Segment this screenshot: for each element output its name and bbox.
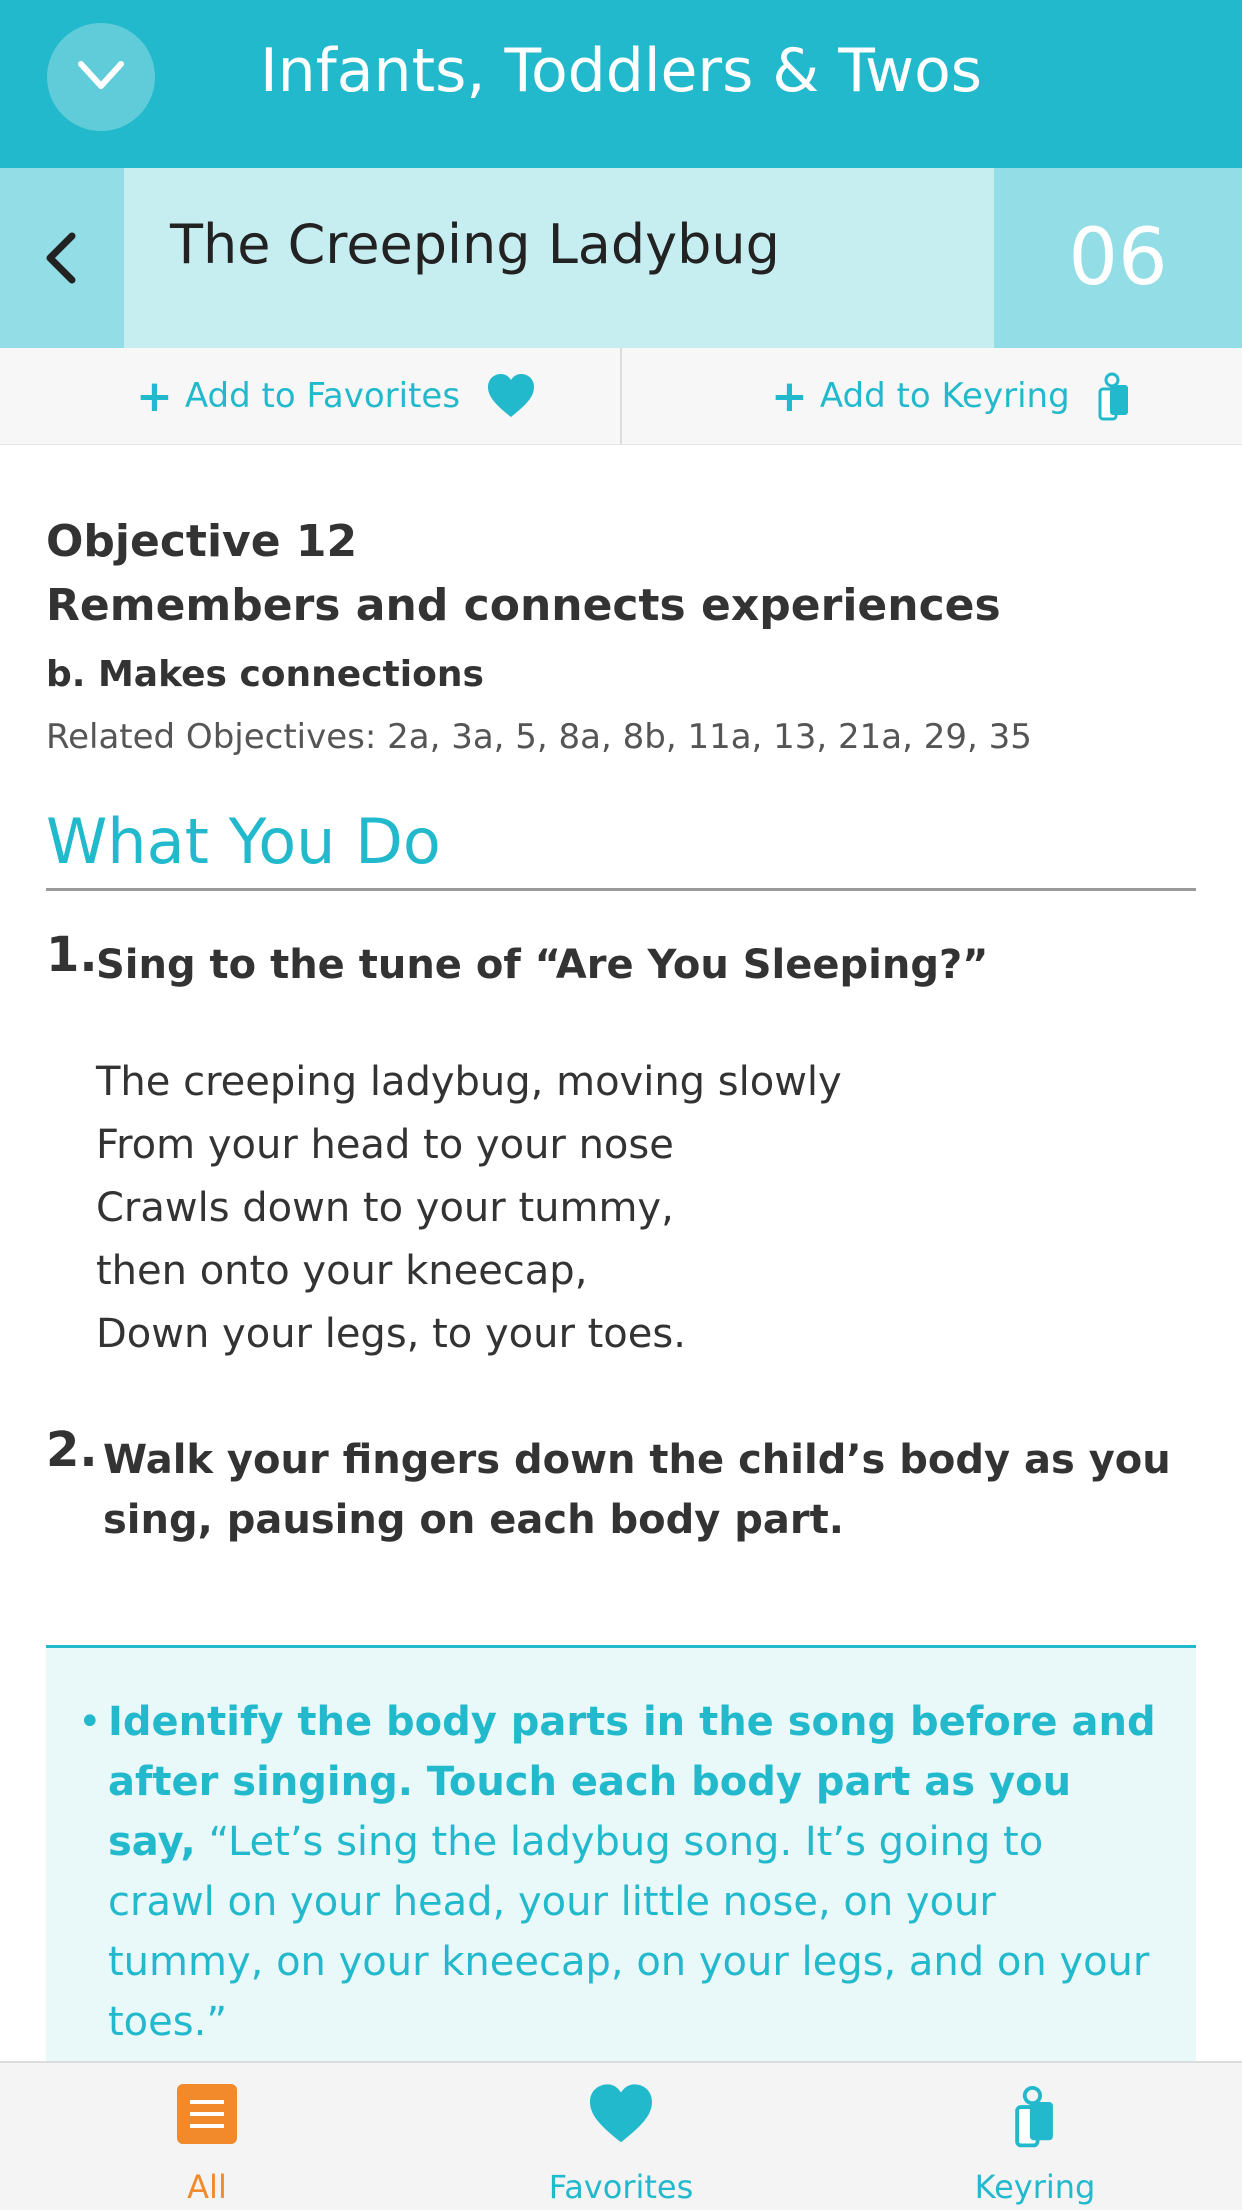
tip-item	[46, 1692, 1196, 2052]
heart-icon	[586, 2083, 656, 2145]
action-divider	[620, 348, 622, 444]
action-bar	[0, 348, 1242, 445]
heart-icon	[486, 373, 536, 419]
app-title: Infants, Toddlers & Twos	[259, 36, 983, 106]
keyring-icon	[1012, 2083, 1058, 2149]
tip-text: “Let’s sing the ladybug song. It’s going to crawl on your head, your little nose, on your tummy, on your kneecap, on your legs, and on your toes.”	[108, 1819, 1150, 2045]
song-line: The creeping ladybug, moving slowly	[96, 1059, 842, 1105]
top-bar	[0, 0, 1242, 172]
step-text: Walk your fingers down the child’s body as you sing, pausing on each body part.	[103, 1437, 1171, 1543]
back-button[interactable]	[0, 168, 124, 348]
add-to-keyring-label: Add to Keyring	[819, 376, 1070, 416]
activity-header	[0, 168, 1242, 348]
step-2	[46, 1422, 1196, 1550]
section-title: What You Do	[46, 802, 1196, 891]
add-to-favorites-label: Add to Favorites	[184, 376, 461, 416]
related-objectives: Related Objectives: 2a, 3a, 5, 8a, 8b, 11a, 13, 21a, 29, 35	[46, 717, 1032, 757]
add-to-favorites-button[interactable]	[136, 348, 536, 444]
step-number: 2.	[46, 1422, 98, 1478]
song-line: Crawls down to your tummy,	[96, 1185, 674, 1231]
tab-keyring[interactable]	[828, 2063, 1242, 2210]
objective-name: Remembers and connects experiences	[46, 580, 1001, 631]
step-number: 1.	[46, 927, 98, 983]
tips-box	[46, 1645, 1196, 2068]
content	[46, 510, 1196, 1550]
plus-icon: +	[771, 370, 808, 422]
song-line: From your head to your nose	[96, 1122, 674, 1168]
bullet: •	[78, 1699, 102, 1745]
objective-title: Objective 12	[46, 516, 358, 567]
tab-all[interactable]	[0, 2063, 414, 2210]
step-1	[46, 927, 1196, 995]
tab-favorites[interactable]	[414, 2063, 828, 2210]
tab-label: Favorites	[548, 2168, 694, 2206]
tab-label: All	[187, 2168, 227, 2206]
tab-label: Keyring	[974, 2168, 1096, 2206]
add-to-keyring-button[interactable]	[771, 348, 1132, 444]
song-lyrics	[46, 1051, 1196, 1366]
plus-icon: +	[136, 370, 173, 422]
step-text: Sing to the tune of “Are You Sleeping?”	[96, 942, 989, 988]
tip-bold: Identify the body parts in the song before and after singing. Touch each body part as you say,	[108, 1699, 1156, 1865]
tab-bar	[0, 2061, 1242, 2210]
song-line: then onto your kneecap,	[96, 1248, 588, 1294]
activity-title: The Creeping Ladybug	[170, 213, 780, 276]
keyring-icon	[1096, 371, 1132, 421]
list-icon	[176, 2083, 238, 2145]
objective-sub: b. Makes connections	[46, 654, 484, 695]
activity-number: 06	[994, 168, 1242, 348]
chevron-left-icon	[44, 232, 78, 284]
song-line: Down your legs, to your toes.	[96, 1311, 686, 1357]
